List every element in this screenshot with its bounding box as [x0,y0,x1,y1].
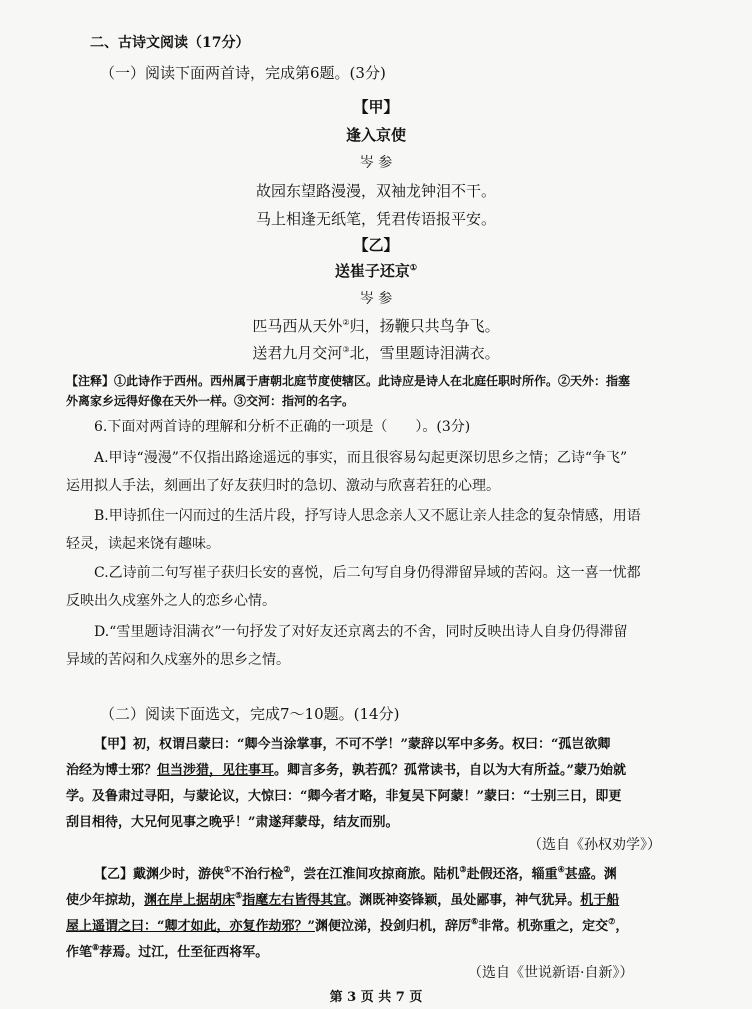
note-ref-7: ⑦ [608,916,616,926]
poem-a-line1: 故园东望路漫漫，双袖龙钟泪不干。 [255,182,496,200]
note-ref-2: ② [283,864,291,874]
note-ref-5: ⑤ [235,890,243,900]
text-b-line2-a: 使少年掠劫， [66,893,145,908]
poem-b-line1 [0,315,752,336]
text-b-line2-b: 。渊既神姿锋颖，虽处鄙事，神气犹异。 [346,893,581,908]
text-b-line1-d: 赴假还洛，辎重 [466,867,558,882]
text-a-underlined: 但当涉猎，见往事耳 [157,763,275,778]
poem-a-line2: 马上相逢无纸笔，凭君传语报平安。 [255,210,496,228]
poem-b-title-row [0,260,752,281]
text-b-line3-c: ， [615,919,629,934]
text-a-line2-b: 。卿言多务，孰若孤？孤常读书，自以为大有所益。”蒙乃始就 [274,763,627,778]
q6-option-a-2: 运用拟人手法，刻画出了好友获归时的急切、激动与欣喜若狂的心理。 [66,478,500,494]
poem-a-title: 逢入京使 [345,126,406,144]
poem-b-label: 【乙】 [353,236,399,254]
text-b-line1-c: ，尝在江淮间攻掠商旅。陆机 [290,867,460,882]
q6-option-d-2: 异域的苦闷和久戍塞外的思乡之情。 [66,652,290,668]
poem-b-line1-a: 匹马西从天外 [252,317,343,335]
text-b-underlined-3: 机于船 [580,893,620,908]
text-a-line2 [66,759,626,778]
poem-b-author: 岑 参 [359,291,393,307]
page-footer: 第 3 页 共 7 页 [329,990,423,1005]
note-ref-3: ③ [459,864,467,874]
text-b-line1-b: 不治行检 [231,867,284,882]
text-b-line4 [66,941,268,960]
text-b-line2 [66,889,619,908]
poem-b-line1-b: 归，扬鞭只共鸟争飞。 [349,317,500,335]
section-title: 二、古诗文阅读（17分） [90,35,250,51]
q6-option-b-2: 轻灵，读起来饶有趣味。 [66,536,220,552]
poem-b-line2 [0,342,752,363]
text-a-line1: 【甲】初，权谓吕蒙曰：“卿今当涂掌事，不可不学！”蒙辞以军中多务。权曰：“孤岂欲卿 [94,737,611,752]
text-b-underlined-1: 渊在岸上据胡床 [144,893,236,908]
text-b-line1-e: 甚盛。渊 [564,867,617,882]
text-b-source: （选自《世说新语·自新》） [468,965,634,981]
note-ref-6: ⑥ [470,916,479,926]
notes-line1: 【注释】①此诗作于西州。西州属于唐朝北庭节度使辖区。此诗应是诗人在北庭任职时所作。②天外：指塞 [66,374,631,388]
text-b-line1 [94,863,617,882]
note-ref-4: ④ [557,864,565,874]
text-b-line3-a: 渊便泣涕，投剑归机，辞厉 [314,919,471,934]
q6-stem: 6.下面对两首诗的理解和分析不正确的一项是（ ）。(3分) [94,419,471,435]
text-b-line1-a: 【乙】戴渊少时，游侠 [94,867,225,882]
q6-option-c-1: C.乙诗前二句写崔子获归长安的喜悦，后二句写自身仍得滞留异域的苦闷。这一喜一忧都 [94,565,641,581]
poem-b-title-note: ① [409,262,418,272]
notes-line2: 外离家乡远得好像在天外一样。③交河：指河的名字。 [66,394,355,408]
text-a-line2-a: 治经为博士邪？ [66,763,158,778]
text-a-source: （选自《孙权劝学》） [528,837,661,853]
text-b-line3-b: 非常。机弥重之，定交 [478,919,609,934]
poem-b-title: 送崔子还京 [334,262,410,280]
part2-instruction: （二）阅读下面选文，完成7～10题。(14分) [100,705,400,723]
part1-instruction: （一）阅读下面两首诗，完成第6题。(3分) [100,64,386,82]
text-a-line4: 刮目相待，大兄何见事之晚乎！”肃遂拜蒙母，结友而别。 [66,815,399,830]
poem-b-line1-note: ② [342,318,350,327]
text-b-line3 [66,915,628,934]
text-a-line3: 学。及鲁肃过寻阳，与蒙论议，大惊曰：“卿今者才略，非复吴下阿蒙！”蒙曰：“士别三日，即更 [66,789,622,804]
text-b-line4-a: 作笔 [66,945,93,960]
poem-b-line2-a: 送君九月交河 [252,344,343,362]
note-ref-1: ① [224,864,232,874]
note-ref-8: ⑧ [92,942,100,952]
text-b-line4-b: 荐焉。过江，仕至征西将军。 [99,945,269,960]
poem-b-line2-note: ③ [342,345,350,354]
q6-option-a-1: A.甲诗“漫漫”不仅指出路途遥远的事实，而且很容易勾起更深切思乡之情；乙诗“争飞” [94,450,628,466]
q6-option-d-1: D.“雪里题诗泪满衣”一句抒发了对好友还京离去的不舍，同时反映出诗人自身仍得滞留 [94,624,628,640]
text-b-underlined-4: 屋上遥谓之曰：“卿才如此，亦复作劫邪？” [66,919,315,934]
poem-a-author: 岑 参 [359,155,393,171]
text-b-underlined-2: 指麾左右皆得其宜 [242,893,347,908]
q6-option-c-2: 反映出久戍塞外之人的恋乡心情。 [66,593,276,609]
poem-b-line2-b: 北，雪里题诗泪满衣。 [349,344,500,362]
q6-option-b-1: B.甲诗抓住一闪而过的生活片段，抒写诗人思念亲人又不愿让亲人挂念的复杂情感，用语 [94,508,641,524]
poem-a-label: 【甲】 [353,98,399,116]
